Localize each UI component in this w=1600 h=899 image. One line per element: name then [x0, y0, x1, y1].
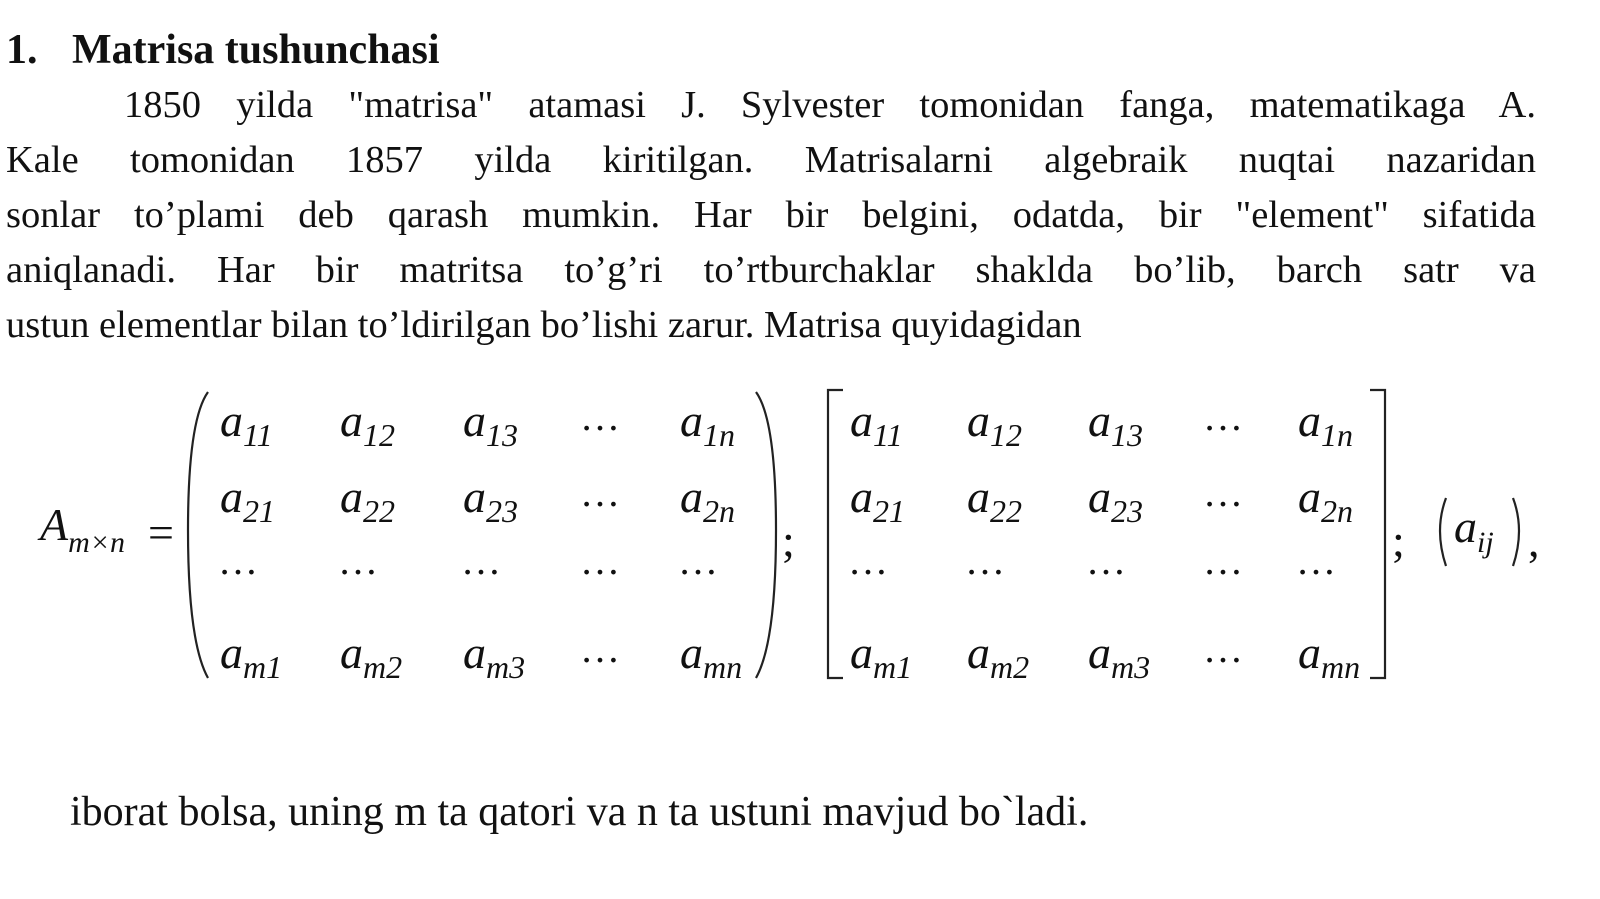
bracket-matrix-entry: …	[1296, 538, 1336, 583]
matrix-entry: …	[338, 538, 378, 583]
matrix-entry: …	[678, 538, 718, 583]
bracket-matrix-entry: …	[1203, 470, 1243, 515]
right-bracket	[1370, 390, 1385, 678]
bracket-matrix-entry: $a_{m2}$	[967, 627, 1030, 685]
bracket-matrix-entry: $a_{13}$	[1088, 395, 1143, 453]
bracket-matrix-entry: $a_{m3}$	[1088, 627, 1151, 685]
matrix-entry: $a_{m3}$	[463, 627, 526, 685]
matrix-formula	[0, 380, 1600, 700]
bracket-matrix-entry: …	[848, 538, 888, 583]
bracket-matrix-entry: $a_{22}$	[967, 471, 1022, 529]
section-number: 1.	[6, 27, 38, 73]
matrix-entry: $a_{1n}$	[680, 395, 735, 453]
closing-sentence: iborat bolsa, uning m ta qatori va n ta ustuni mavjud bo`ladi.	[70, 789, 1089, 835]
matrix-entry: …	[218, 538, 258, 583]
right-parenthesis	[756, 392, 776, 678]
matrix-symbol: $A_{m\times n}$	[40, 499, 126, 559]
matrix-entry: …	[580, 538, 620, 583]
compact-right-paren	[1513, 498, 1519, 566]
bracket-matrix-entry: $a_{2n}$	[1298, 471, 1353, 529]
matrix-entry: …	[461, 538, 501, 583]
section-title: Matrisa tushunchasi	[72, 27, 440, 73]
separator-semicolon: ;	[782, 515, 795, 566]
matrix-entry: $a_{m2}$	[340, 627, 403, 685]
left-bracket	[828, 390, 843, 678]
compact-notation: $a_{ij}$	[1454, 501, 1494, 559]
bracket-matrix-entry: …	[1203, 394, 1243, 439]
matrix-entry: $a_{13}$	[463, 395, 518, 453]
matrix-entry: …	[580, 394, 620, 439]
bracket-matrix-entry: $a_{m1}$	[850, 627, 913, 685]
matrix-entry: $a_{12}$	[340, 395, 395, 453]
compact-left-paren	[1440, 498, 1446, 566]
bracket-matrix-entry: …	[965, 538, 1005, 583]
bracket-matrix-entry: …	[1203, 626, 1243, 671]
bracket-matrix-entry: $a_{mn}$	[1298, 627, 1361, 685]
section-heading	[6, 24, 440, 76]
matrix-entry: $a_{11}$	[220, 395, 273, 453]
bracket-matrix-entry: $a_{11}$	[850, 395, 903, 453]
matrix-entry: …	[580, 626, 620, 671]
terminator-comma: ,	[1528, 515, 1540, 566]
matrix-formula-svg	[0, 380, 1600, 700]
matrix-entry: $a_{22}$	[340, 471, 395, 529]
bracket-matrix-entry: …	[1086, 538, 1126, 583]
bracket-matrix-entry: $a_{1n}$	[1298, 395, 1353, 453]
bracket-matrix-entry: $a_{21}$	[850, 471, 905, 529]
matrix-entry: $a_{m1}$	[220, 627, 283, 685]
equals-sign: =	[148, 507, 174, 558]
paragraph-line: aniqlanadi. Har bir matritsa to’g’ri to’rtburchaklar shaklda bo’lib, barch satr va	[6, 249, 1536, 291]
paragraph-line: sonlar to’plami deb qarash mumkin. Har bir belgini, odatda, bir "element" sifatida	[6, 194, 1536, 236]
separator-semicolon: ;	[1392, 515, 1405, 566]
bracket-matrix-entry: …	[1203, 538, 1243, 583]
matrix-entry: $a_{23}$	[463, 471, 518, 529]
matrix-entry: $a_{mn}$	[680, 627, 743, 685]
paragraph-line: 1850 yilda "matrisa" atamasi J. Sylvester tomonidan fanga, matematikaga A.	[124, 84, 1536, 126]
bracket-matrix-entry: $a_{23}$	[1088, 471, 1143, 529]
intro-paragraph	[6, 78, 1536, 353]
paragraph-line: ustun elementlar bilan to’ldirilgan bo’lishi zarur. Matrisa quyidagidan	[6, 304, 1082, 346]
matrix-entry: …	[580, 470, 620, 515]
matrix-entry: $a_{21}$	[220, 471, 275, 529]
bracket-matrix-entry: $a_{12}$	[967, 395, 1022, 453]
paragraph-line: Kale tomonidan 1857 yilda kiritilgan. Matrisalarni algebraik nuqtai nazaridan	[6, 139, 1536, 181]
matrix-entry: $a_{2n}$	[680, 471, 735, 529]
left-parenthesis	[188, 392, 208, 678]
